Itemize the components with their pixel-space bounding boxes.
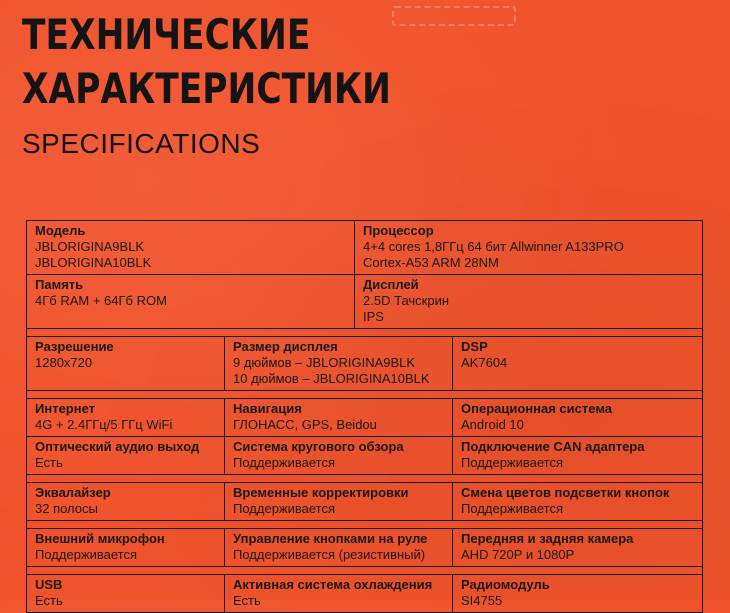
spec-label: Временные корректировки bbox=[233, 485, 409, 500]
table-row bbox=[27, 575, 703, 613]
spec-label: Активная система охлаждения bbox=[233, 577, 433, 592]
spec-value: JBLORIGINA10BLK bbox=[35, 255, 152, 270]
spec-cell-camera bbox=[453, 529, 703, 567]
spec-value: 32 полосы bbox=[35, 501, 98, 516]
spec-label: DSP bbox=[461, 339, 488, 354]
spec-value: Поддерживается bbox=[233, 501, 336, 516]
spec-cell-internet bbox=[27, 399, 225, 437]
page-title bbox=[22, 8, 391, 116]
spec-label: Размер дисплея bbox=[233, 339, 338, 354]
spec-cell-optical bbox=[27, 437, 225, 475]
spec-cell-model bbox=[27, 221, 355, 275]
spec-value: 4Гб RAM + 64Гб ROM bbox=[35, 293, 167, 308]
spec-cell-usb bbox=[27, 575, 225, 613]
table-row bbox=[27, 221, 703, 275]
decorative-stamp bbox=[392, 6, 516, 26]
spec-label: Смена цветов подсветки кнопок bbox=[461, 485, 670, 500]
spec-cell-wheel bbox=[225, 529, 453, 567]
page-subtitle: SPECIFICATIONS bbox=[22, 128, 261, 159]
spec-cell-navigation bbox=[225, 399, 453, 437]
spec-label: Модель bbox=[35, 223, 86, 238]
spec-value: AHD 720P и 1080P bbox=[461, 547, 575, 562]
spec-value: Android 10 bbox=[461, 417, 524, 432]
spec-value: JBLORIGINA9BLK bbox=[35, 239, 145, 254]
spec-value: 1280x720 bbox=[35, 355, 93, 370]
spec-cell-surround bbox=[225, 437, 453, 475]
spec-value: AK7604 bbox=[461, 355, 508, 370]
spec-value: Есть bbox=[35, 593, 63, 608]
spec-cell-time-corr bbox=[225, 483, 453, 521]
spec-value: 4G + 2.4ГГц/5 ГГц WiFi bbox=[35, 417, 173, 432]
spec-cell-resolution bbox=[27, 337, 225, 391]
spec-value: Есть bbox=[233, 593, 261, 608]
spec-label: Навигация bbox=[233, 401, 302, 416]
spec-value: Поддерживается bbox=[35, 547, 138, 562]
spec-label: Эквалайзер bbox=[35, 485, 111, 500]
spec-value: SI4755 bbox=[461, 593, 503, 608]
table-row bbox=[27, 337, 703, 391]
spec-cell-processor bbox=[355, 221, 703, 275]
spec-label: Радиомодуль bbox=[461, 577, 550, 592]
spec-cell-backlight bbox=[453, 483, 703, 521]
spec-label: Процессор bbox=[363, 223, 434, 238]
spec-label: Система кругового обзора bbox=[233, 439, 404, 454]
spec-label: USB bbox=[35, 577, 63, 592]
spec-cell-radio bbox=[453, 575, 703, 613]
spec-cell-display bbox=[355, 275, 703, 329]
spec-label: Управление кнопками на руле bbox=[233, 531, 428, 546]
spec-value: Поддерживается (резистивный) bbox=[233, 547, 426, 562]
spec-label: Передняя и задняя камера bbox=[461, 531, 634, 546]
spec-cell-memory bbox=[27, 275, 355, 329]
spec-label: Операционная система bbox=[461, 401, 612, 416]
spec-value: ГЛОНАСС, GPS, Beidou bbox=[233, 417, 377, 432]
table-row bbox=[27, 529, 703, 567]
spec-value: IPS bbox=[363, 309, 384, 324]
spec-label: Дисплей bbox=[363, 277, 419, 292]
spec-cell-dsp bbox=[453, 337, 703, 391]
spec-label: Интернет bbox=[35, 401, 96, 416]
spec-value: 9 дюймов – JBLORIGINA9BLK bbox=[233, 355, 416, 370]
spec-value: Есть bbox=[35, 455, 63, 470]
spec-label: Оптический аудио выход bbox=[35, 439, 200, 454]
spec-label: Память bbox=[35, 277, 84, 292]
spec-cell-display-size bbox=[225, 337, 453, 391]
table-row bbox=[27, 399, 703, 437]
spec-value: Поддерживается bbox=[233, 455, 336, 470]
table-row bbox=[27, 275, 703, 329]
spec-label: Подключение CAN адаптера bbox=[461, 439, 645, 454]
spec-value: 2.5D Тачскрин bbox=[363, 293, 450, 308]
spec-cell-can bbox=[453, 437, 703, 475]
specs-table bbox=[26, 220, 703, 613]
spec-cell-equalizer bbox=[27, 483, 225, 521]
spec-value: Поддерживается bbox=[461, 455, 564, 470]
spec-value: 4+4 cores 1,8ГГц 64 бит Allwinner A133PRO bbox=[363, 239, 624, 254]
spec-value: Поддерживается bbox=[461, 501, 564, 516]
spec-value: 10 дюймов – JBLORIGINA10BLK bbox=[233, 371, 430, 386]
spec-value: Cortex-A53 ARM 28NM bbox=[363, 255, 499, 270]
table-row bbox=[27, 483, 703, 521]
spec-cell-cooling bbox=[225, 575, 453, 613]
spec-cell-mic bbox=[27, 529, 225, 567]
table-row bbox=[27, 437, 703, 475]
spec-label: Внешний микрофон bbox=[35, 531, 165, 546]
spec-cell-os bbox=[453, 399, 703, 437]
spec-label: Разрешение bbox=[35, 339, 114, 354]
title-line-2: ХАРАКТЕРИСТИКИ bbox=[22, 64, 391, 113]
title-line-1: ТЕХНИЧЕСКИЕ bbox=[22, 10, 311, 59]
